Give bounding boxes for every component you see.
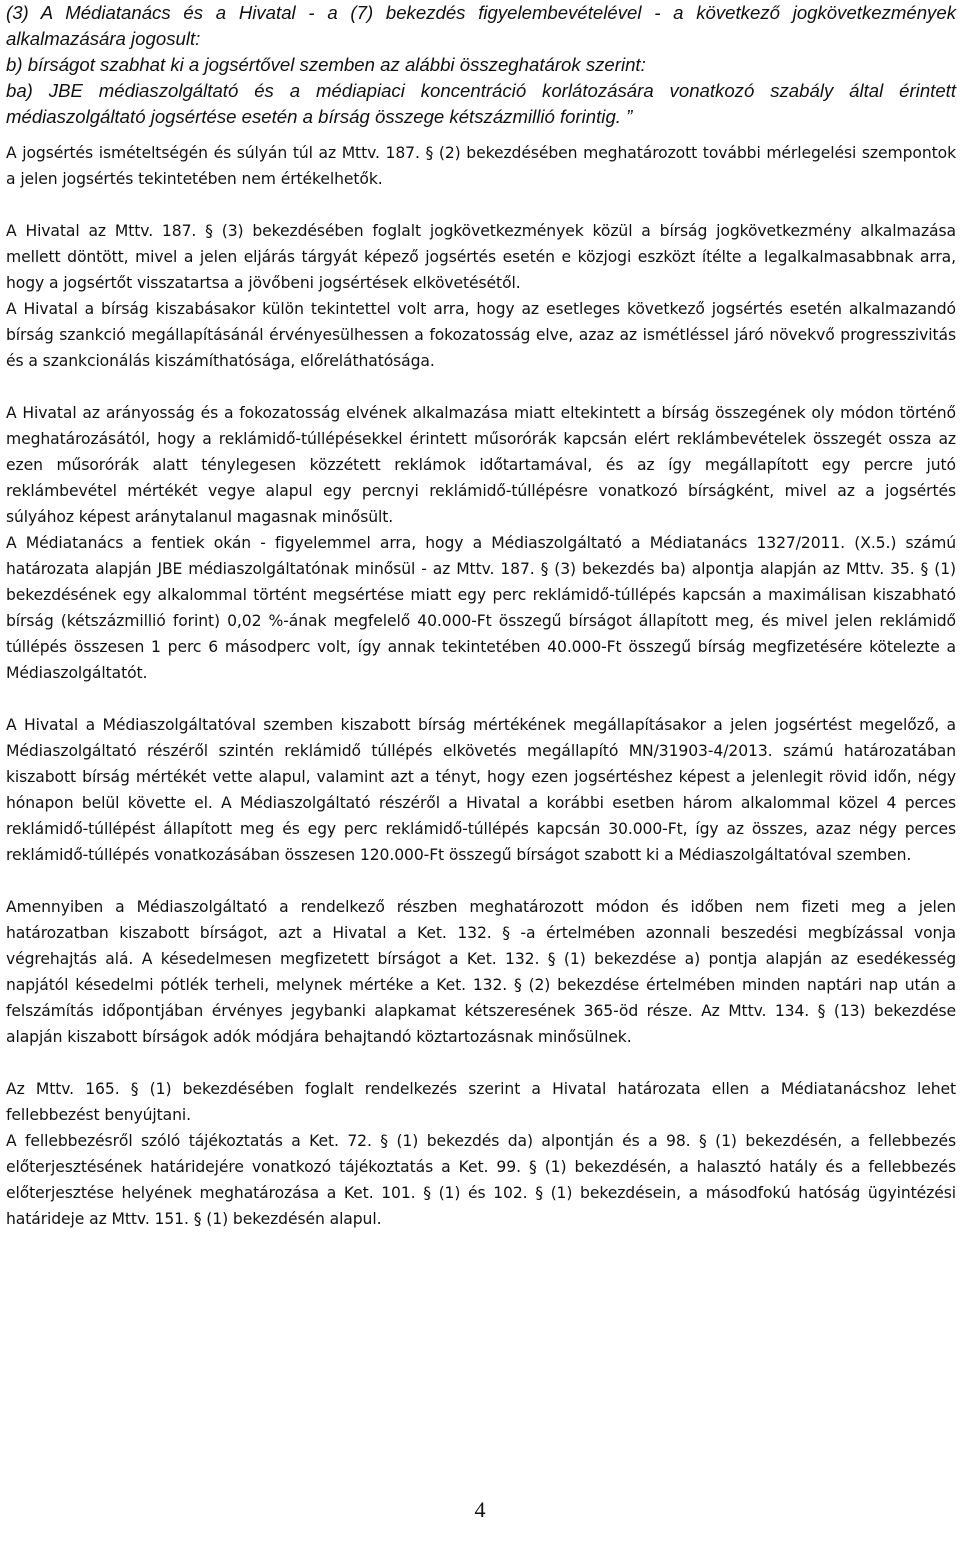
quote-line: (3) A Médiatanács és a Hivatal - a (7) bekezdés figyelembevételével - a következő jogkövetkezmények alkalmazására jogosult: — [6, 2, 956, 49]
paragraph: A jogsértés ismételtségén és súlyán túl az Mttv. 187. § (2) bekezdésében meghatározott további mérlegelési szempontok a jelen jogsértés tekintetében nem értékelhetők. — [6, 144, 956, 188]
quoted-legal-text — [6, 0, 956, 130]
paragraph: A Médiatanács a fentiek okán - figyelemmel arra, hogy a Médiaszolgáltató a Médiatanács 1327/2011. (X.5.) számú határozata alapján JBE médiaszolgáltatónak minősül - az Mttv. 187. § (3) bekezdés ba) alpontja alapján az Mttv. 35. § (1) bekezdésének egy alkalommal történt megsértése miatt egy perc reklámidő-túllépés kapcsán a maximálisan kiszabható bírság (kétszázmillió forint) 0,02 %-ának megfelelő 40.000-Ft összegű bírságot állapított meg, és mivel jelen reklámidő túllépés összesen 1 perc 6 másodperc volt, így annak tekintetében 40.000-Ft összegű bírság megfizetésére kötelezte a Médiaszolgáltatót. — [6, 534, 956, 682]
paragraph: Amennyiben a Médiaszolgáltató a rendelkező részben meghatározott módon és időben nem fizeti meg a jelen határozatban kiszabott bírságot, azt a Hivatal a Ket. 132. § -a értelmében azonnali beszedési megbízással vonja végrehajtás alá. A késedelmesen megfizetett bírságot a Ket. 132. § (1) bekezdése a) pontja alapján az esedékesség napjától késedelmi pótlék terheli, melynek mértéke a Ket. 132. § (2) bekezdése értelmében minden naptári nap után a felszámítás időpontjában érvényes jegybanki alapkamat kétszeresének 365-öd része. Az Mttv. 134. § (13) bekezdése alapján kiszabott bírságok adók módjára behajtandó köztartozásnak minősülnek. — [6, 898, 956, 1046]
paragraph: A fellebbezésről szóló tájékoztatás a Ket. 72. § (1) bekezdés da) alpontján és a 98. § (1) bekezdésén, a fellebbezés előterjesztésének határidejére vonatkozó tájékoztatás a Ket. 99. § (1) bekezdésén, a halasztó hatály és a fellebbezés előterjesztése helyének meghatározása a Ket. 101. § (1) és 102. § (1) bekezdésein, a másodfokú hatóság ügyintézési határideje az Mttv. 151. § (1) bekezdésén alapul. — [6, 1132, 956, 1228]
paragraph: A Hivatal az Mttv. 187. § (3) bekezdésében foglalt jogkövetkezmények közül a bírság jogkövetkezmény alkalmazása mellett döntött, mivel a jelen eljárás tárgyát képező jogsértés esetén e közjogi eszközt ítélte a legalkalmasabbnak arra, hogy a jogsértőt visszatartsa a jövőbeni jogsértések elkövetésétől. — [6, 222, 956, 292]
document-page — [6, 0, 956, 1232]
paragraph: Az Mttv. 165. § (1) bekezdésében foglalt rendelkezés szerint a Hivatal határozata ellen a Médiatanácshoz lehet fellebbezést benyújtani. — [6, 1080, 956, 1124]
paragraph: A Hivatal a bírság kiszabásakor külön tekintettel volt arra, hogy az esetleges következő jogsértés esetén alkalmazandó bírság szankció megállapításánál érvényesülhessen a fokozatosság elve, azaz az ismétléssel járó növekvő progresszivitás és a szankcionálás kiszámíthatósága, előreláthatósága. — [6, 300, 956, 370]
quote-line: b) bírságot szabhat ki a jogsértővel szemben az alábbi összeghatárok szerint: — [6, 54, 646, 75]
paragraph: A Hivatal a Médiaszolgáltatóval szemben kiszabott bírság mértékének megállapításakor a jelen jogsértést megelőző, a Médiaszolgáltató részéről szintén reklámidő túllépés elkövetés megállapító MN/31903-4/2013. számú határozatában kiszabott bírság mértékét vette alapul, valamint azt a tényt, hogy ezen jogsértéshez képest a jelenlegit rövid időn, négy hónapon belül követte el. A Médiaszolgáltató részéről a Hivatal a korábbi esetben három alkalommal közel 4 perces reklámidő-túllépést állapított meg és egy perc reklámidő-túllépés kapcsán 30.000-Ft, így az összes, azaz négy perces reklámidő-túllépés vonatkozásában összesen 120.000-Ft összegű bírságot szabott ki a Médiaszolgáltatóval szemben. — [6, 716, 956, 864]
page-number: 4 — [474, 1497, 486, 1522]
paragraph: A Hivatal az arányosság és a fokozatosság elvének alkalmazása miatt eltekintett a bírság összegének oly módon történő meghatározásától, hogy a reklámidő-túllépésekkel érintett műsorórák kapcsán elért reklámbevételek összegét ossza az ezen műsorórák alatt ténylegesen közzétett reklámok időtartamával, és az így megállapított egy percre jutó reklámbevétel mértékét vegye alapul egy percnyi reklámidő-túllépésre vonatkozó bírságként, mivel az a jogsértés súlyához képest aránytalanul magasnak minősült. — [6, 404, 956, 526]
quote-line: ba) JBE médiaszolgáltató és a médiapiaci koncentráció korlátozására vonatkozó szabály által érintett médiaszolgáltató jogsértése esetén a bírság összege kétszázmillió forintig. ” — [6, 80, 956, 127]
